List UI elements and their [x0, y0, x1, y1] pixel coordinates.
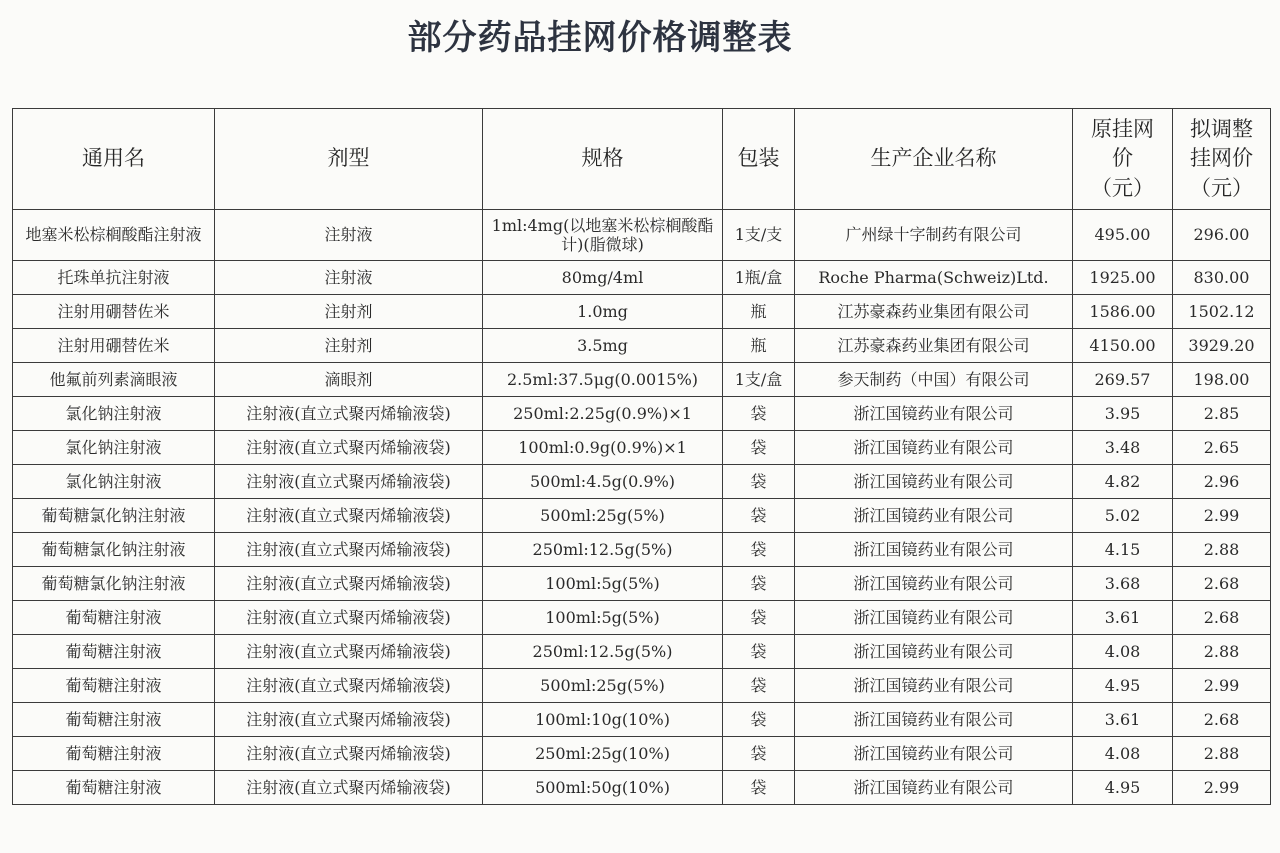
table-row — [13, 210, 1271, 261]
header-manufacturer: 生产企业名称 — [795, 109, 1073, 210]
table-row — [13, 295, 1271, 329]
cell-packaging: 瓶 — [723, 329, 795, 363]
cell-specification: 1ml:4mg(以地塞米松棕榈酸酯计)(脂微球) — [483, 210, 723, 261]
cell-generic-name: 氯化钠注射液 — [13, 431, 215, 465]
cell-specification: 3.5mg — [483, 329, 723, 363]
cell-manufacturer: 参天制药（中国）有限公司 — [795, 363, 1073, 397]
cell-generic-name: 注射用硼替佐米 — [13, 295, 215, 329]
cell-manufacturer: 浙江国镜药业有限公司 — [795, 703, 1073, 737]
cell-manufacturer: 浙江国镜药业有限公司 — [795, 635, 1073, 669]
cell-packaging: 1支/盒 — [723, 363, 795, 397]
cell-dosage-form: 注射液(直立式聚丙烯输液袋) — [215, 567, 483, 601]
cell-dosage-form: 注射液(直立式聚丙烯输液袋) — [215, 601, 483, 635]
cell-dosage-form: 注射液(直立式聚丙烯输液袋) — [215, 737, 483, 771]
cell-dosage-form: 注射液(直立式聚丙烯输液袋) — [215, 431, 483, 465]
cell-manufacturer: 江苏豪森药业集团有限公司 — [795, 295, 1073, 329]
cell-dosage-form: 注射液(直立式聚丙烯输液袋) — [215, 533, 483, 567]
cell-generic-name: 注射用硼替佐米 — [13, 329, 215, 363]
cell-specification: 250ml:25g(10%) — [483, 737, 723, 771]
cell-generic-name: 葡萄糖氯化钠注射液 — [13, 533, 215, 567]
header-original-price-line3: （元） — [1091, 175, 1154, 200]
table-row — [13, 465, 1271, 499]
cell-original-price: 3.68 — [1073, 567, 1173, 601]
cell-new-price: 2.68 — [1173, 567, 1271, 601]
cell-specification: 250ml:12.5g(5%) — [483, 533, 723, 567]
cell-dosage-form: 滴眼剂 — [215, 363, 483, 397]
cell-new-price: 2.85 — [1173, 397, 1271, 431]
cell-original-price: 3.61 — [1073, 703, 1173, 737]
cell-manufacturer: Roche Pharma(Schweiz)Ltd. — [795, 261, 1073, 295]
cell-original-price: 4150.00 — [1073, 329, 1173, 363]
cell-original-price: 4.08 — [1073, 635, 1173, 669]
header-original-price-line2: 价 — [1112, 146, 1133, 171]
cell-generic-name: 氯化钠注射液 — [13, 465, 215, 499]
cell-original-price: 1925.00 — [1073, 261, 1173, 295]
cell-new-price: 2.99 — [1173, 669, 1271, 703]
header-new-price-line1: 拟调整 — [1190, 116, 1253, 141]
header-new-price-line3: （元） — [1190, 175, 1253, 200]
cell-manufacturer: 广州绿十字制药有限公司 — [795, 210, 1073, 261]
cell-new-price: 2.88 — [1173, 635, 1271, 669]
table-row — [13, 329, 1271, 363]
cell-specification: 1.0mg — [483, 295, 723, 329]
cell-original-price: 495.00 — [1073, 210, 1173, 261]
cell-manufacturer: 浙江国镜药业有限公司 — [795, 533, 1073, 567]
cell-packaging: 袋 — [723, 737, 795, 771]
cell-packaging: 袋 — [723, 499, 795, 533]
cell-original-price: 4.82 — [1073, 465, 1173, 499]
table-row — [13, 635, 1271, 669]
cell-specification: 500ml:25g(5%) — [483, 669, 723, 703]
cell-generic-name: 葡萄糖注射液 — [13, 771, 215, 805]
cell-original-price: 4.08 — [1073, 737, 1173, 771]
header-new-price-line2: 挂网价 — [1190, 146, 1253, 171]
cell-manufacturer: 浙江国镜药业有限公司 — [795, 669, 1073, 703]
cell-dosage-form: 注射液(直立式聚丙烯输液袋) — [215, 703, 483, 737]
cell-specification: 500ml:25g(5%) — [483, 499, 723, 533]
header-packaging: 包装 — [723, 109, 795, 210]
table-row — [13, 703, 1271, 737]
cell-original-price: 3.48 — [1073, 431, 1173, 465]
cell-specification: 500ml:4.5g(0.9%) — [483, 465, 723, 499]
cell-specification: 100ml:5g(5%) — [483, 601, 723, 635]
cell-packaging: 袋 — [723, 635, 795, 669]
table-row — [13, 669, 1271, 703]
cell-new-price: 2.88 — [1173, 737, 1271, 771]
cell-specification: 250ml:12.5g(5%) — [483, 635, 723, 669]
table-row — [13, 567, 1271, 601]
cell-manufacturer: 浙江国镜药业有限公司 — [795, 465, 1073, 499]
cell-new-price: 1502.12 — [1173, 295, 1271, 329]
cell-specification: 2.5ml:37.5μg(0.0015%) — [483, 363, 723, 397]
cell-manufacturer: 浙江国镜药业有限公司 — [795, 499, 1073, 533]
cell-dosage-form: 注射液(直立式聚丙烯输液袋) — [215, 397, 483, 431]
table-row — [13, 261, 1271, 295]
cell-generic-name: 氯化钠注射液 — [13, 397, 215, 431]
table-row — [13, 771, 1271, 805]
cell-manufacturer: 江苏豪森药业集团有限公司 — [795, 329, 1073, 363]
cell-new-price: 2.65 — [1173, 431, 1271, 465]
header-dosage-form: 剂型 — [215, 109, 483, 210]
cell-new-price: 2.96 — [1173, 465, 1271, 499]
cell-packaging: 袋 — [723, 533, 795, 567]
cell-new-price: 2.68 — [1173, 703, 1271, 737]
cell-dosage-form: 注射液 — [215, 261, 483, 295]
cell-packaging: 1支/支 — [723, 210, 795, 261]
table-row — [13, 397, 1271, 431]
table-header-row — [13, 109, 1271, 210]
cell-dosage-form: 注射剂 — [215, 295, 483, 329]
cell-specification: 100ml:10g(10%) — [483, 703, 723, 737]
cell-dosage-form: 注射液(直立式聚丙烯输液袋) — [215, 771, 483, 805]
table-row — [13, 363, 1271, 397]
cell-generic-name: 托珠单抗注射液 — [13, 261, 215, 295]
cell-original-price: 269.57 — [1073, 363, 1173, 397]
cell-packaging: 袋 — [723, 465, 795, 499]
table-row — [13, 737, 1271, 771]
cell-original-price: 4.15 — [1073, 533, 1173, 567]
cell-dosage-form: 注射液 — [215, 210, 483, 261]
table-row — [13, 533, 1271, 567]
cell-dosage-form: 注射液(直立式聚丙烯输液袋) — [215, 635, 483, 669]
cell-new-price: 830.00 — [1173, 261, 1271, 295]
cell-manufacturer: 浙江国镜药业有限公司 — [795, 601, 1073, 635]
cell-specification: 500ml:50g(10%) — [483, 771, 723, 805]
cell-manufacturer: 浙江国镜药业有限公司 — [795, 771, 1073, 805]
header-original-price — [1073, 109, 1173, 210]
cell-original-price: 3.95 — [1073, 397, 1173, 431]
cell-packaging: 袋 — [723, 703, 795, 737]
cell-new-price: 2.99 — [1173, 499, 1271, 533]
cell-dosage-form: 注射液(直立式聚丙烯输液袋) — [215, 465, 483, 499]
table-row — [13, 601, 1271, 635]
cell-manufacturer: 浙江国镜药业有限公司 — [795, 397, 1073, 431]
header-original-price-line1: 原挂网 — [1091, 116, 1154, 141]
cell-generic-name: 地塞米松棕榈酸酯注射液 — [13, 210, 215, 261]
header-generic-name: 通用名 — [13, 109, 215, 210]
cell-generic-name: 葡萄糖注射液 — [13, 669, 215, 703]
cell-packaging: 袋 — [723, 397, 795, 431]
cell-specification: 80mg/4ml — [483, 261, 723, 295]
cell-packaging: 袋 — [723, 601, 795, 635]
cell-generic-name: 葡萄糖注射液 — [13, 737, 215, 771]
table-row — [13, 431, 1271, 465]
cell-generic-name: 葡萄糖氯化钠注射液 — [13, 567, 215, 601]
cell-new-price: 198.00 — [1173, 363, 1271, 397]
table-row — [13, 499, 1271, 533]
cell-generic-name: 葡萄糖注射液 — [13, 703, 215, 737]
cell-packaging: 瓶 — [723, 295, 795, 329]
cell-packaging: 袋 — [723, 567, 795, 601]
page-title: 部分药品挂网价格调整表 — [407, 18, 793, 58]
cell-packaging: 1瓶/盒 — [723, 261, 795, 295]
cell-original-price: 4.95 — [1073, 771, 1173, 805]
cell-packaging: 袋 — [723, 669, 795, 703]
header-specification: 规格 — [483, 109, 723, 210]
cell-original-price: 5.02 — [1073, 499, 1173, 533]
cell-specification: 100ml:5g(5%) — [483, 567, 723, 601]
cell-specification: 100ml:0.9g(0.9%)×1 — [483, 431, 723, 465]
cell-manufacturer: 浙江国镜药业有限公司 — [795, 567, 1073, 601]
cell-packaging: 袋 — [723, 431, 795, 465]
cell-manufacturer: 浙江国镜药业有限公司 — [795, 431, 1073, 465]
cell-original-price: 3.61 — [1073, 601, 1173, 635]
cell-dosage-form: 注射剂 — [215, 329, 483, 363]
cell-original-price: 4.95 — [1073, 669, 1173, 703]
cell-new-price: 2.88 — [1173, 533, 1271, 567]
cell-specification: 250ml:2.25g(0.9%)×1 — [483, 397, 723, 431]
header-new-price — [1173, 109, 1271, 210]
cell-generic-name: 他氟前列素滴眼液 — [13, 363, 215, 397]
cell-dosage-form: 注射液(直立式聚丙烯输液袋) — [215, 499, 483, 533]
price-adjustment-table — [12, 108, 1271, 805]
cell-dosage-form: 注射液(直立式聚丙烯输液袋) — [215, 669, 483, 703]
cell-generic-name: 葡萄糖氯化钠注射液 — [13, 499, 215, 533]
cell-manufacturer: 浙江国镜药业有限公司 — [795, 737, 1073, 771]
cell-packaging: 袋 — [723, 771, 795, 805]
cell-generic-name: 葡萄糖注射液 — [13, 601, 215, 635]
cell-new-price: 3929.20 — [1173, 329, 1271, 363]
cell-new-price: 2.99 — [1173, 771, 1271, 805]
cell-new-price: 296.00 — [1173, 210, 1271, 261]
cell-original-price: 1586.00 — [1073, 295, 1173, 329]
cell-new-price: 2.68 — [1173, 601, 1271, 635]
cell-generic-name: 葡萄糖注射液 — [13, 635, 215, 669]
